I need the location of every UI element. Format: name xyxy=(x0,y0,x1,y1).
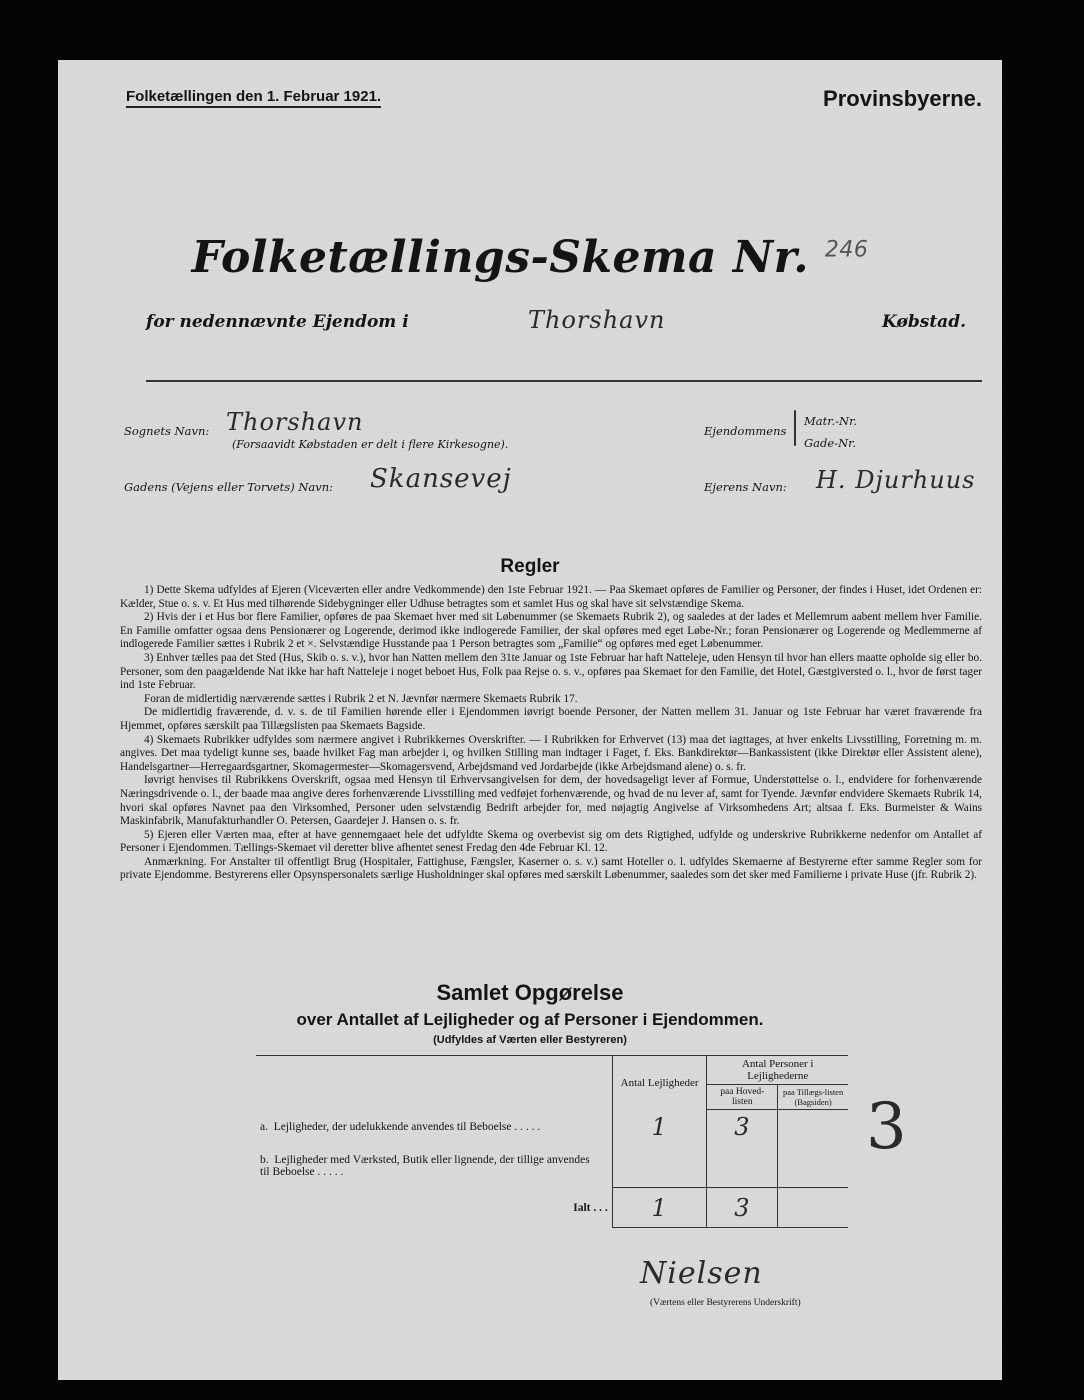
sogn-label: Sognets Navn: xyxy=(124,424,210,438)
row-letter: b. xyxy=(260,1153,269,1166)
regel-paragraph: Iøvrigt henvises til Rubrikkens Overskrift, ogsaa med Hensyn til Erhvervsangivelsen for dem, der hovedsageligt lever af Formue, Understøttelse o. l., endvidere for forhenværende Næringsdrivende o. l., der baade maa angive deres forhenværende Livsstilling med vedføjet forhenværende, og hvad de nu lever af, samt for Tyende. Jævnfør endvidere Skemaets Rubrik 14, hvori skal opføres Navnet paa den Virksomhed, Personer uden selvstændig Bedrift arbejder for, med nøjagtig Angivelse af Virksomhedens Art; altsaa f. Eks. Burmeister & Wains Maskinfabrik, Manufakturhandler O. Petersen, Gaardejer J. Hansen o. s. fr. xyxy=(120,774,982,828)
ialt-lejligheder: 1 xyxy=(612,1188,707,1228)
gade-label: Gadens (Vejens eller Torvets) Navn: xyxy=(124,480,334,494)
col-personer-header: Antal Personer i Lejlighederne xyxy=(707,1056,848,1085)
form-title-text: Folketællings-Skema Nr. xyxy=(191,232,810,283)
row-letter: a. xyxy=(260,1120,268,1133)
margin-number-handwritten: 3 xyxy=(866,1090,908,1164)
region-header: Provinsbyerne. xyxy=(823,86,982,111)
row-a-label xyxy=(256,1110,612,1144)
row-a-lejligheder: 1 xyxy=(612,1110,707,1144)
census-date-header: Folketællingen den 1. Februar 1921. xyxy=(126,88,381,108)
ialt-hoved: 3 xyxy=(707,1188,778,1228)
row-b-label xyxy=(256,1144,612,1188)
subline-prefix: for nedennævnte Ejendom i xyxy=(146,312,409,332)
ejer-label: Ejerens Navn: xyxy=(704,480,787,494)
ialt-label: Ialt . . . xyxy=(573,1201,608,1214)
ialt-tillaeg xyxy=(778,1188,848,1228)
row-a-tillaeg xyxy=(778,1110,848,1144)
row-b-lejligheder xyxy=(612,1144,707,1188)
regel-paragraph: Foran de midlertidig nærværende sættes i Rubrik 2 et N. Jævnfør nærmere Skemaets Rubrik 17. xyxy=(144,692,578,705)
form-number-handwritten: 246 xyxy=(824,237,869,263)
matr-label: Matr.-Nr. xyxy=(804,414,857,428)
table-row-total xyxy=(256,1188,848,1228)
samlet-subheading: over Antallet af Lejligheder og af Personer i Ejendommen. xyxy=(296,1010,764,1029)
samlet-note: (Udfyldes af Værten eller Bestyreren) xyxy=(433,1034,627,1046)
census-form-page xyxy=(58,60,1002,1380)
town-handwritten: Thorshavn xyxy=(528,306,666,334)
regel-paragraph: 3) Enhver tælles paa det Sted (Hus, Skib o. s. v.), hvor han Natten mellem den 31te Januar og 1ste Februar har haft Natteleje, uden Hensyn til hvor han ellers maatte opholde sig eller bo. Personer, som den paagældende Nat ikke har haft Natteleje i noget beboet Hus, Folk paa Rejse o. s. v., opføres paa Skemaet for den Familie, det Hotel, Gæstgiversted o. l., hvor de først tager ind 1ste Februar. xyxy=(120,651,982,692)
regel-paragraph: De midlertidig fraværende, d. v. s. de til Familien hørende eller i Ejendommen iøvrigt boende Personer, der Natten mellem 31. Januar og 1ste Februar har været fraværende fra Hjemmet, opføres særskilt paa Tillægslisten paa Skemaets Bagside. xyxy=(120,706,982,732)
table-row xyxy=(256,1110,848,1144)
samlet-heading: Samlet Opgørelse xyxy=(436,980,624,1005)
row-a-hoved: 3 xyxy=(707,1110,778,1144)
regel-paragraph: 2) Hvis der i et Hus bor flere Familier, opføres de paa Skemaet hver med sit Løbenummer (se Skemaets Rubrik 2), og saaledes at der lades et Mellemrum aabent mellem hver Familie. En Familie omfatter ogsaa dens Pensionærer og Logerende, derimod ikke indlogerede Familier, der skal opføres med eget Løbe-Nr.; foran Pensionærer og Logerende og Medlemmerne af indlogerede Familier sættes i Rubrik 2 et ×. Selvstændige Husstande paa 1 Person betragtes som „Familie“ og opføres med eget Løbenummer. xyxy=(120,611,982,651)
col-tillaeg-header: paa Tillægs-listen (Bagsiden) xyxy=(778,1085,848,1110)
subline-suffix: Købstad. xyxy=(882,312,966,332)
sogn-note: (Forsaavidt Købstaden er delt i flere Kirkesogne). xyxy=(232,438,509,451)
regel-paragraph: Anmærkning. For Anstalter til offentligt Brug (Hospitaler, Fattighuse, Fængsler, Kaserner o. s. v.) samt Hoteller o. l. udfyldes Skemaerne af Bestyrerne efter samme Regler som for private Ejendomme. Bestyrerens eller Opsynspersonalets særlige Husholdninger skal opføres med særskilt Løbenummer, saaledes som det sker med Familierne i private Huse (jfr. Rubrik 2). xyxy=(120,855,982,882)
header-divider xyxy=(146,380,982,382)
regel-paragraph: 5) Ejeren eller Værten maa, efter at have gennemgaaet hele det udfyldte Skema og overbevist sig om dets Rigtighed, udfylde og underskrive Rubrikkerne nedenfor om Antallet af Personer i Ejendommen. Tællings-Skemaet vil deretter blive afhentet senest Fredag den 4de Februar Kl. 12. xyxy=(120,828,982,855)
row-b-tillaeg xyxy=(778,1144,848,1188)
signature-handwritten: Nielsen xyxy=(640,1256,763,1291)
signature-label: (Værtens eller Bestyrerens Underskrift) xyxy=(650,1298,801,1308)
summary-table xyxy=(256,1055,848,1228)
col-hovedlisten-header: paa Hoved-listen xyxy=(707,1085,778,1110)
property-subline xyxy=(146,312,409,332)
ejendom-label: Ejendommens xyxy=(704,424,787,438)
regler-heading: Regler xyxy=(500,556,560,577)
regler-text xyxy=(120,584,982,883)
regel-paragraph: 1) Dette Skema udfyldes af Ejeren (Viceværten eller andre Vedkommende) den 1ste Februar 1921. — Paa Skemaet opføres de Familier og Personer, der findes i Huset, idet Ordenen er: Kælder, Stue o. s. v. Et Hus med tilhørende Sidebygninger eller Udhuse betragtes som et samlet Hus og skal have sit selvstændige Skema. xyxy=(120,584,982,610)
row-label: Lejligheder med Værksted, Butik eller lignende, der tillige anvendes til Beboelse . . . . . xyxy=(260,1153,590,1178)
gade-nr-label: Gade-Nr. xyxy=(804,436,857,450)
col-lejligheder-header: Antal Lejligheder xyxy=(612,1056,707,1110)
ejendom-brace xyxy=(794,410,796,446)
row-b-hoved xyxy=(707,1144,778,1188)
ejer-value: H. Djurhuus xyxy=(816,466,976,494)
form-title xyxy=(58,232,1002,283)
sogn-value: Thorshavn xyxy=(226,408,364,436)
table-row xyxy=(256,1144,848,1188)
gade-value: Skansevej xyxy=(370,464,512,494)
regel-paragraph: 4) Skemaets Rubrikker udfyldes som nærmere angivet i Rubrikkernes Overskrifter. — I Rubrikken for Erhvervet (13) maa det iagttages, at hver enkelts Livsstilling, Forretning m. m. angives. Det maa tydeligt kunne ses, baade hvilket Fag man arbejder i, og hvilken Stilling man indtager i Faget, f. Eks. Bankdirektør—Bankassistent (ikke Direktør eller Assistent alene), Handelsgartner—Herregaardsgartner, Skomagermester—Skomagersvend, Arbejdsmand ved Jordarbejde (ikke Arbejdsmand alene) o. s. fr. xyxy=(120,733,982,773)
row-label: Lejligheder, der udelukkende anvendes til Beboelse . . . . . xyxy=(273,1120,541,1133)
